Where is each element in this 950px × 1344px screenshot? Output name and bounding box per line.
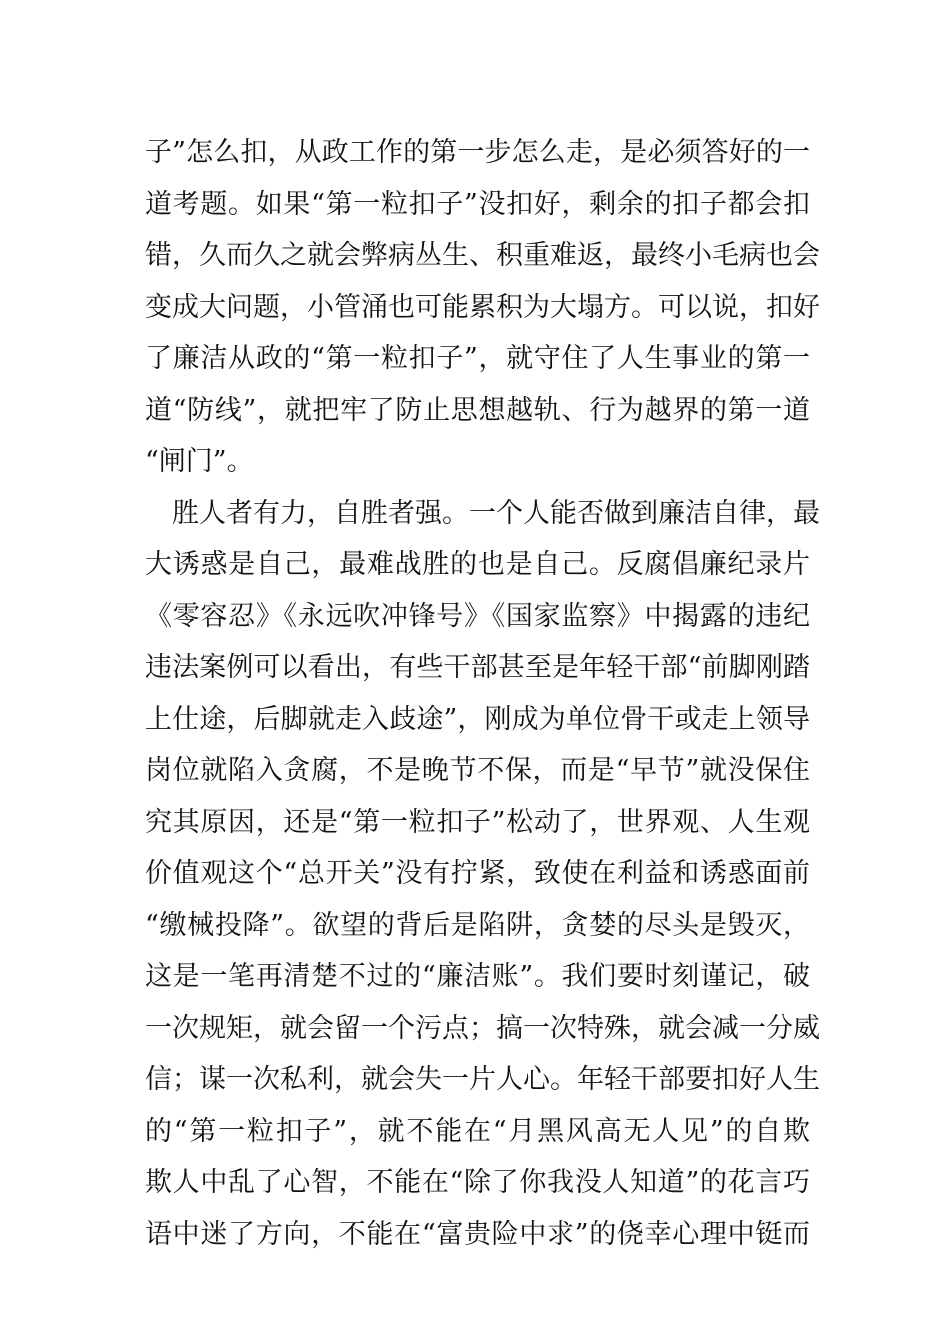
paragraph-end-line: “闸门”。 bbox=[145, 446, 254, 477]
text-line: 价值观这个“总开关”没有拧紧，致使在利益和诱惑面前 bbox=[145, 858, 810, 889]
text-line: 道考题。如果“第一粒扣子”没扣好，剩余的扣子都会扣 bbox=[145, 188, 810, 220]
text-line: 道“防线”，就把牢了防止思想越轨、行为越界的第一道 bbox=[145, 394, 810, 426]
text-line: 语中迷了方向，不能在“富贵险中求”的侥幸心理中铤而 bbox=[145, 1218, 810, 1250]
text-line: 上仕途，后脚就走入歧途”，刚成为单位骨干或走上领导 bbox=[145, 703, 810, 735]
text-line: 的“第一粒扣子”，就不能在“月黑风高无人见”的自欺 bbox=[145, 1115, 810, 1147]
text-line: 了廉洁从政的“第一粒扣子”，就守住了人生事业的第一 bbox=[145, 343, 810, 374]
text-line: 信；谋一次私利，就会失一片人心。年轻干部要扣好人生 bbox=[145, 1064, 820, 1095]
text-line: 大诱惑是自己，最难战胜的也是自己。反腐倡廉纪录片 bbox=[145, 549, 810, 580]
text-line: 《零容忍》《永远吹冲锋号》《国家监察》中揭露的违纪 bbox=[145, 600, 810, 632]
body-text bbox=[145, 127, 820, 1260]
text-line: 变成大问题，小管涌也可能累积为大塌方。可以说，扣好 bbox=[145, 291, 820, 323]
text-line: 这是一笔再清楚不过的“廉洁账”。我们要时刻谨记，破 bbox=[145, 961, 810, 992]
text-line: 胜人者有力，自胜者强。一个人能否做到廉洁自律，最 bbox=[145, 497, 820, 529]
text-line: 欺人中乱了心智，不能在“除了你我没人知道”的花言巧 bbox=[145, 1167, 810, 1198]
text-line: 究其原因，还是“第一粒扣子”松动了，世界观、人生观 bbox=[145, 806, 810, 838]
text-line: 子”怎么扣，从政工作的第一步怎么走，是必须答好的一 bbox=[145, 137, 810, 168]
text-line: 一次规矩，就会留一个污点；搞一次特殊，就会减一分威 bbox=[145, 1012, 820, 1044]
text-line: 岗位就陷入贪腐，不是晚节不保，而是“早节”就没保住 bbox=[145, 755, 810, 786]
text-line: “缴械投降”。欲望的背后是陷阱，贪婪的尽头是毁灭， bbox=[145, 909, 810, 941]
text-line: 错，久而久之就会弊病丛生、积重难返，最终小毛病也会 bbox=[145, 240, 820, 271]
text-line: 违法案例可以看出，有些干部甚至是年轻干部“前脚刚踏 bbox=[145, 652, 810, 683]
